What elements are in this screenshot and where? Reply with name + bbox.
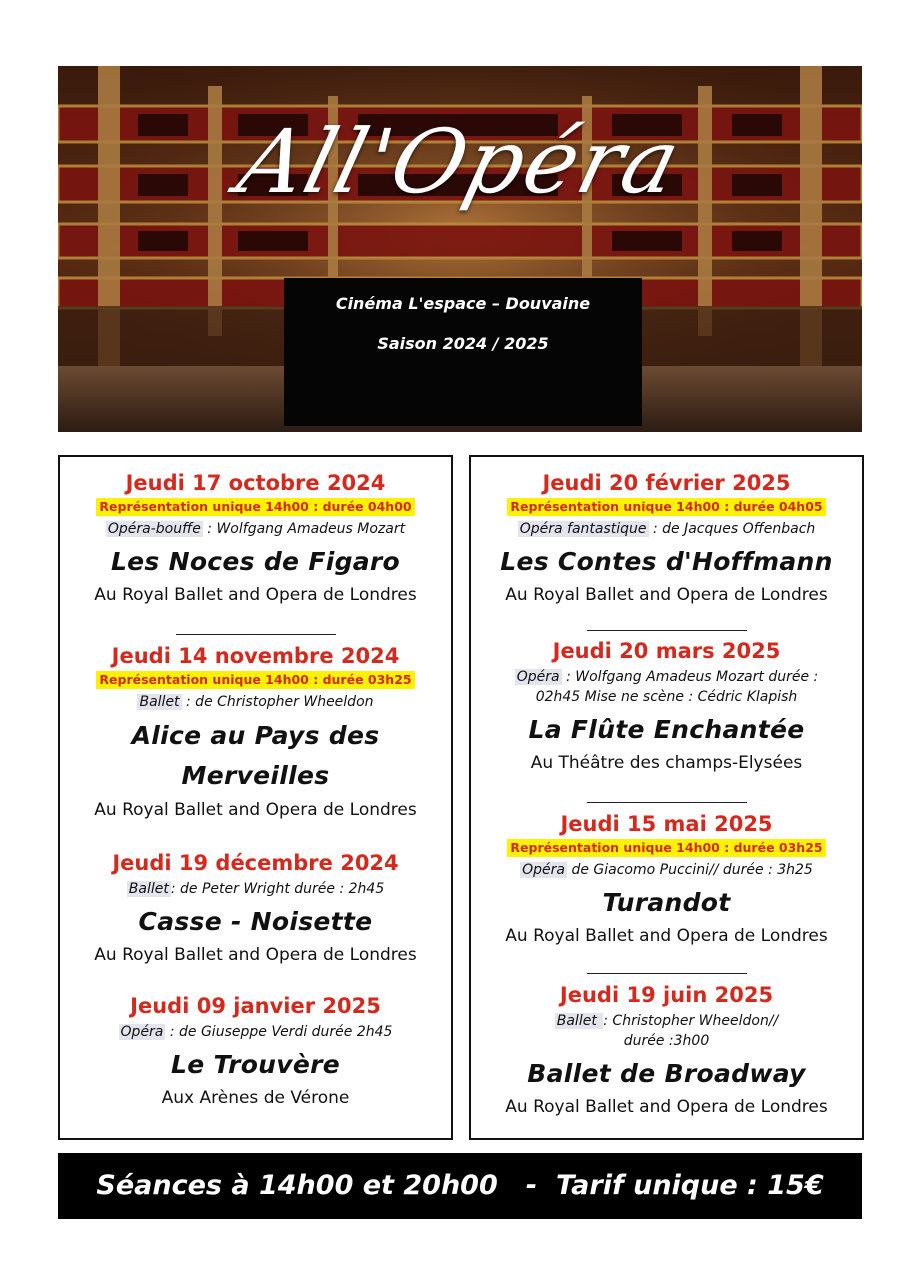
event-genre [471,1011,862,1051]
event-date: Jeudi 09 janvier 2025 [130,994,381,1018]
unique-session-note: Représentation unique 14h00 : durée 03h25 [96,671,414,689]
genre-detail: : Wolfgang Amadeus Mozart [202,521,406,537]
genre-detail: : de Peter Wright durée : 2h45 [170,881,385,897]
event-title: Les Contes d'Hoffmann [500,547,833,576]
event-date: Jeudi 17 octobre 2024 [125,471,386,495]
event-item [60,643,451,822]
banner-info-box [284,278,642,426]
event-venue: Au Théâtre des champs-Elysées [530,753,803,773]
event-item [471,470,862,607]
event-title: Le Trouvère [170,1050,341,1079]
genre-tag: Opéra [516,669,560,685]
footer-banner [58,1153,862,1219]
genre-detail: : de Jacques Offenbach [648,521,816,537]
banner-title: All'Opéra [228,110,692,213]
event-date: Jeudi 15 mai 2025 [560,812,773,836]
separator [587,802,747,803]
event-venue: Au Royal Ballet and Opera de Londres [505,926,828,946]
event-title-line: Merveilles [181,761,330,790]
separator [587,630,747,631]
event-genre [471,860,862,880]
cinema-name: Cinéma L'espace – Douvaine [335,294,591,313]
genre-tag: Ballet [139,694,180,710]
genre-tag: Ballet [128,881,169,897]
event-genre [471,667,862,707]
genre-tag: Opéra [522,862,565,878]
genre-detail: de Giacomo Puccini// durée : 3h25 [567,862,813,878]
event-title: Les Noces de Figaro [110,547,401,576]
event-item [471,638,862,775]
genre-tag: Opéra fantastique [519,521,647,537]
event-venue: Aux Arènes de Vérone [161,1088,350,1108]
event-title: La Flûte Enchantée [528,715,805,744]
genre-detail-line2: 02h45 Mise ne scène : Cédric Klapish [535,689,798,705]
genre-detail: : Christopher Wheeldon// [603,1013,779,1029]
event-item [60,470,451,607]
event-title [60,716,451,796]
genre-detail: : de Giuseppe Verdi durée 2h45 [165,1024,393,1040]
event-title: Casse - Noisette [138,907,373,936]
event-genre [60,519,451,539]
unique-session-note: Représentation unique 14h00 : durée 04h00 [96,498,414,516]
event-venue: Au Royal Ballet and Opera de Londres [94,800,417,820]
event-item [471,982,862,1119]
footer-text: Séances à 14h00 et 20h00 - Tarif unique : 15€ [96,1170,824,1201]
event-item [471,811,862,948]
event-venue: Au Royal Ballet and Opera de Londres [505,585,828,605]
event-genre [60,1022,451,1042]
genre-tag: Opéra-bouffe [107,521,201,537]
event-title-line: Alice au Pays des [131,721,380,750]
left-program-column [58,455,453,1140]
event-date: Jeudi 20 mars 2025 [552,639,781,663]
event-venue: Au Royal Ballet and Opera de Londres [505,1097,828,1117]
event-genre [60,879,451,899]
event-title: Ballet de Broadway [527,1059,806,1088]
event-date: Jeudi 20 février 2025 [542,471,791,495]
event-genre [60,692,451,712]
event-venue: Au Royal Ballet and Opera de Londres [94,585,417,605]
separator [176,634,336,635]
event-title: Turandot [602,888,731,917]
genre-detail-line2: durée :3h00 [623,1033,710,1049]
banner [58,66,862,432]
right-program-column [469,455,864,1140]
event-date: Jeudi 19 décembre 2024 [112,851,399,875]
genre-detail: : de Christopher Wheeldon [181,694,374,710]
unique-session-note: Représentation unique 14h00 : durée 03h25 [507,839,825,857]
genre-tag: Ballet [556,1013,602,1029]
event-venue: Au Royal Ballet and Opera de Londres [94,945,417,965]
event-item [60,993,451,1110]
genre-tag: Opéra [120,1024,164,1040]
separator [587,973,747,974]
event-genre [471,519,862,539]
genre-detail: : Wolfgang Amadeus Mozart durée : [561,669,819,685]
season-label: Saison 2024 / 2025 [377,334,549,353]
event-date: Jeudi 14 novembre 2024 [111,644,400,668]
unique-session-note: Représentation unique 14h00 : durée 04h05 [507,498,825,516]
event-date: Jeudi 19 juin 2025 [559,983,774,1007]
event-item [60,850,451,967]
